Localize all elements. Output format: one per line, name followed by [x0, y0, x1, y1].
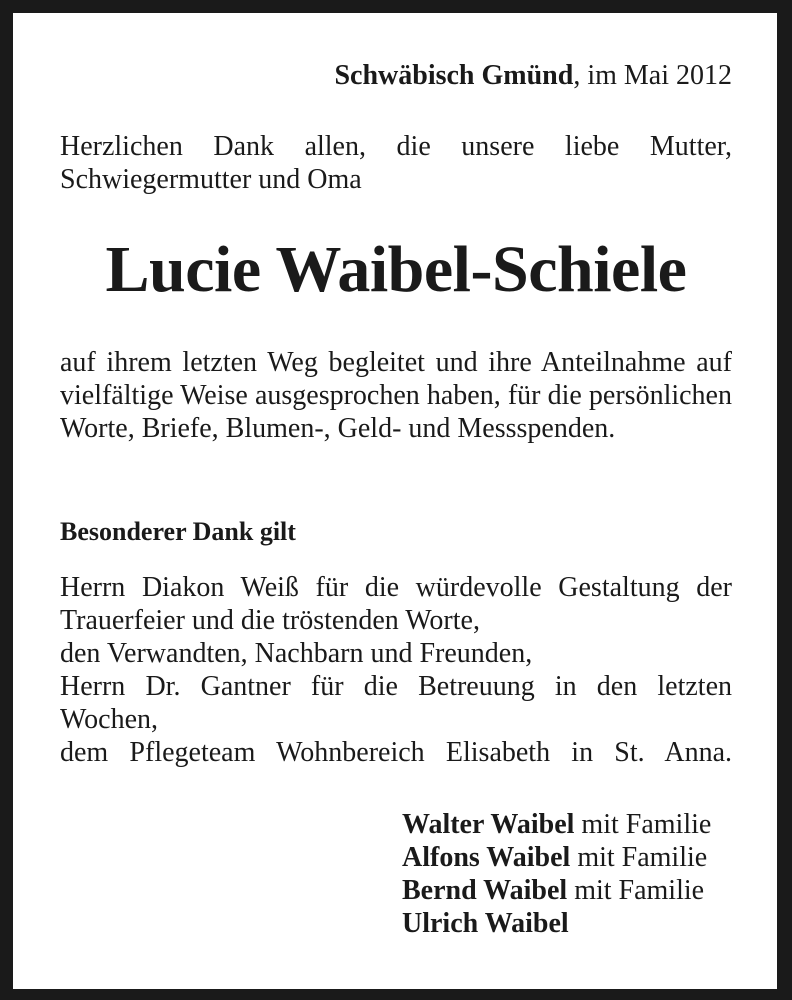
signature-suffix: mit Familie [570, 842, 708, 873]
signature-name: Walter Waibel [402, 809, 575, 840]
intro-text: Herzlichen Dank allen, die unsere liebe Mutter, Schwiegermutter und Oma [60, 131, 732, 195]
signature-name: Ulrich Waibel [402, 908, 569, 939]
dateline-place: Schwäbisch Gmünd [334, 60, 574, 91]
signature-name: Alfons Waibel [402, 842, 571, 873]
deceased-name: Lucie Waibel-Schiele [105, 233, 687, 306]
signature-row [402, 874, 711, 907]
signature-row [402, 808, 711, 841]
thanks-line: den Verwandten, Nachbarn und Freunden, [60, 638, 533, 669]
dateline-date: , im Mai 2012 [573, 60, 732, 91]
signature-row [402, 841, 711, 874]
thanks-list [60, 571, 732, 769]
signature-row [402, 907, 711, 940]
signature-suffix: mit Familie [574, 809, 712, 840]
body-text: auf ihrem letzten Weg begleitet und ihre Anteilnahme auf vielfältige Weise ausgesprochen haben, für die persönlichen Worte, Briefe, Blumen-, Geld- und Messspenden. [60, 347, 732, 444]
signatures [402, 808, 711, 940]
signature-suffix: mit Familie [567, 875, 705, 906]
thanks-line: Herrn Diakon Weiß für die würdevolle Gestaltung der [60, 572, 732, 603]
thanks-line: Trauerfeier und die tröstenden Worte, [60, 605, 480, 636]
signature-name: Bernd Waibel [402, 875, 568, 906]
thanks-line: Wochen, [60, 704, 159, 735]
thanks-line: Herrn Dr. Gantner für die Betreuung in den letzten [60, 671, 732, 702]
thanks-line: dem Pflegeteam Wohnbereich Elisabeth in St. Anna. [60, 737, 732, 768]
special-thanks-heading: Besonderer Dank gilt [60, 517, 296, 546]
dateline [60, 60, 732, 92]
